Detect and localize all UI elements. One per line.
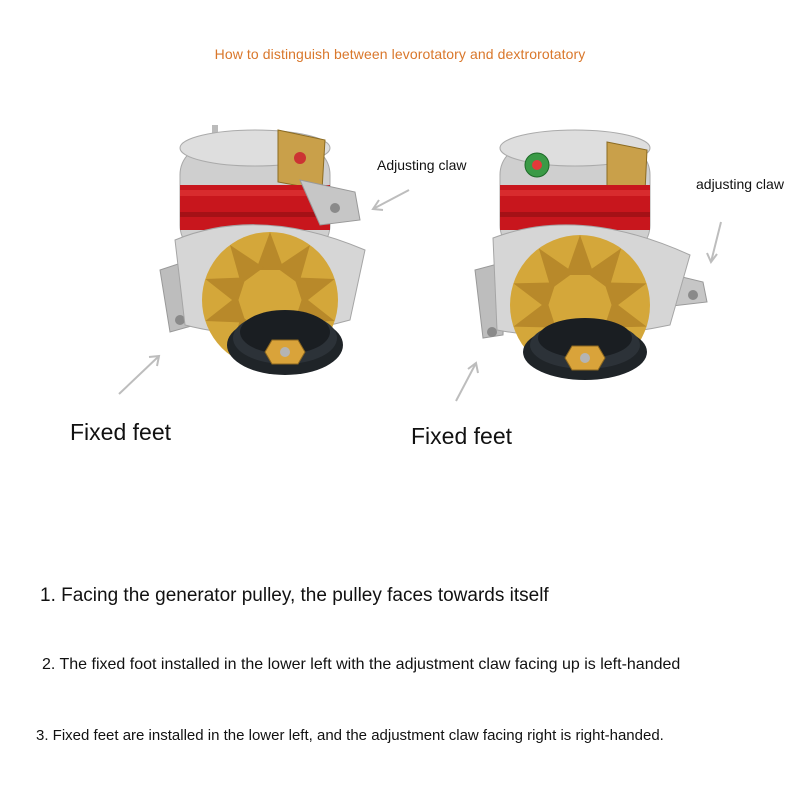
adjusting-claw-label-right: adjusting claw (696, 176, 784, 192)
fixed-feet-label-left: Fixed feet (70, 419, 171, 445)
adjusting-claw-label-left: Adjusting claw (377, 157, 467, 173)
arrow-icon-claw-left (365, 185, 415, 215)
alternator-image-right (465, 120, 725, 380)
instruction-note-1: 1. Facing the generator pulley, the pulley faces towards itself (40, 585, 549, 606)
arrow-icon-feet-right (452, 357, 482, 405)
fixed-feet-label-right: Fixed feet (411, 423, 512, 449)
arrow-icon-feet-left (115, 350, 165, 398)
arrow-icon-claw-right (703, 218, 727, 268)
instruction-note-3: 3. Fixed feet are installed in the lower left, and the adjustment claw facing right is right-handed. (36, 727, 664, 744)
alternator-image-left (150, 120, 410, 380)
instruction-note-2: 2. The fixed foot installed in the lower left with the adjustment claw facing up is left-handed (42, 656, 681, 673)
page-title: How to distinguish between levorotatory and dextrorotatory (214, 46, 586, 62)
